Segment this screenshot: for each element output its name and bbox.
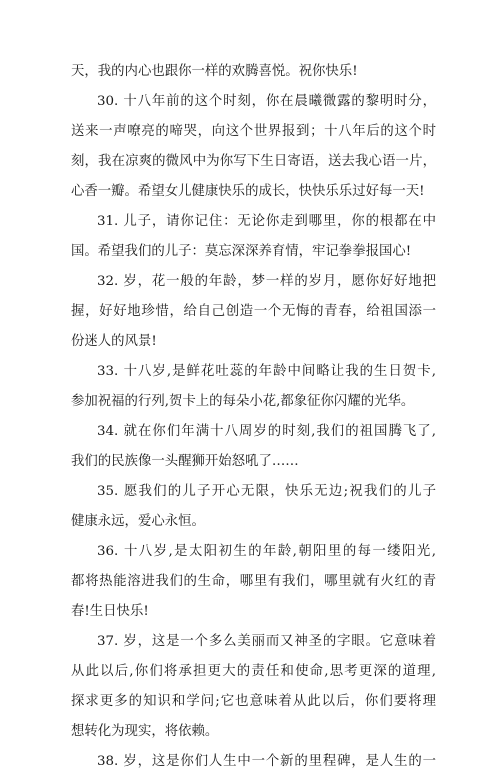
- paragraph-line: 份迷人的风景!: [71, 334, 157, 349]
- paragraph-line: 我们的民族像一头醒狮开始怒吼了……: [71, 454, 299, 469]
- document-body: [71, 57, 436, 777]
- paragraph-line: 从此以后,你们将承担更大的责任和使命,思考更深的道理,: [71, 664, 436, 679]
- document-page: [71, 57, 436, 777]
- paragraph-first-line: 32. 岁，花一般的年龄，梦一样的岁月，愿你好好地把: [97, 274, 436, 289]
- paragraph-line: 都将热能溶进我们的生命，哪里有我们，哪里就有火红的青: [71, 574, 436, 589]
- paragraph-line: 送来一声嘹亮的啼哭，向这个世界报到；十八年后的这个时: [71, 124, 436, 139]
- paragraph-first-line: 31. 儿子，请你记住：无论你走到哪里，你的根都在中: [97, 214, 436, 229]
- paragraph-line: 想转化为现实，将依赖。: [71, 724, 219, 739]
- paragraph-line: 刻，我在凉爽的微风中为你写下生日寄语，送去我心语一片，: [71, 154, 436, 169]
- paragraph-line: 国。希望我们的儿子：莫忘深深养育情，牢记拳拳报国心!: [71, 244, 412, 259]
- paragraph-line: 参加祝福的行列,贺卡上的每朵小花,都象征你闪耀的光华。: [71, 394, 415, 409]
- paragraph-first-line: 34. 就在你们年满十八周岁的时刻,我们的祖国腾飞了,: [97, 424, 436, 439]
- paragraph-line: 握，好好地珍惜，给自己创造一个无悔的青春，给祖国添一: [71, 304, 436, 319]
- paragraph-line: 探求更多的知识和学问;它也意味着从此以后，你们要将理: [71, 694, 436, 709]
- paragraph-first-line: 38. 岁，这是你们人生中一个新的里程碑，是人生的一: [97, 754, 436, 769]
- paragraph-first-line: 33. 十八岁,是鲜花吐蕊的年龄中间略让我的生日贺卡,: [97, 364, 436, 379]
- paragraph-line: 春!生日快乐!: [71, 604, 149, 619]
- paragraph-first-line: 37. 岁，这是一个多么美丽而又神圣的字眼。它意味着: [97, 634, 436, 649]
- paragraph-first-line: 36. 十八岁,是太阳初生的年龄,朝阳里的每一缕阳光,: [97, 544, 436, 559]
- paragraph-line: 健康永远，爱心永恒。: [71, 514, 205, 529]
- paragraph-line: 心香一瓣。希望女儿健康快乐的成长，快快乐乐过好每一天!: [71, 184, 425, 199]
- paragraph-first-line: 35. 愿我们的儿子开心无限，快乐无边;祝我们的儿子: [97, 484, 436, 499]
- paragraph-line: 天，我的内心也跟你一样的欢腾喜悦。祝你快乐!: [71, 64, 358, 79]
- paragraph-first-line: 30. 十八年前的这个时刻，你在晨曦微露的黎明时分，: [97, 94, 436, 109]
